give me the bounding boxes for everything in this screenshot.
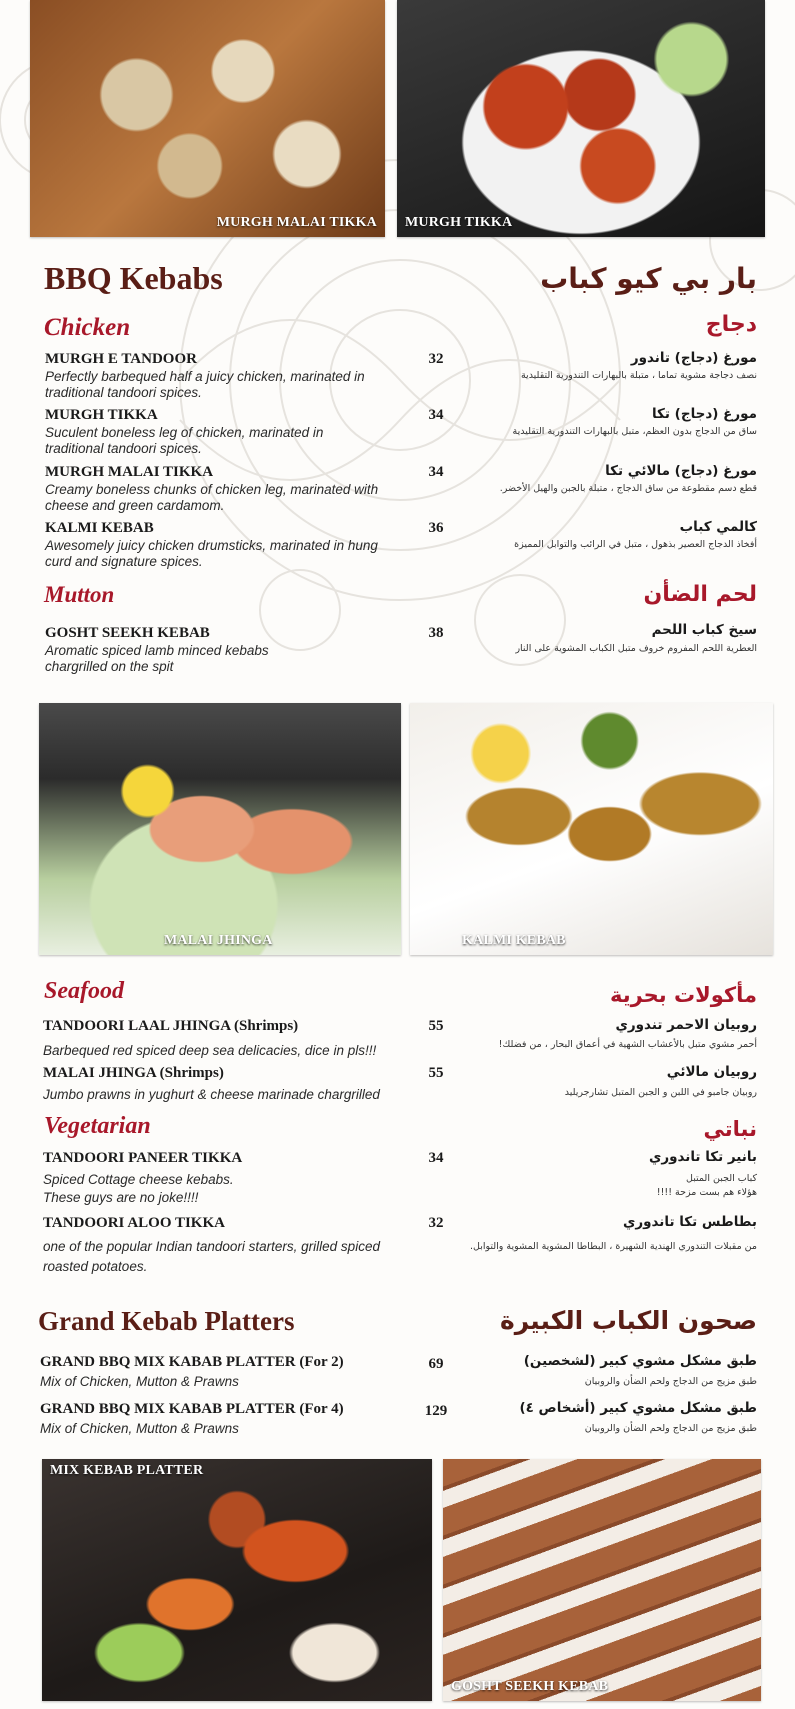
menu-item-desc: Aromatic spiced lamb minced kebabs chargrilled on the spit bbox=[45, 643, 269, 674]
menu-item-desc: Spiced Cottage cheese kebabs. bbox=[43, 1172, 234, 1187]
menu-item-price: 69 bbox=[428, 1356, 444, 1372]
menu-item-price: 55 bbox=[428, 1018, 444, 1034]
menu-item-desc: Mix of Chicken, Mutton & Prawns bbox=[40, 1421, 239, 1436]
menu-item-name: GOSHT SEEKH KEBAB bbox=[45, 625, 210, 641]
menu-item-price: 32 bbox=[428, 351, 444, 367]
menu-item-desc-ar: العطرية اللحم المفروم خروف متبل الكباب المشوية على النار bbox=[515, 643, 757, 654]
seafood-title: Seafood bbox=[44, 978, 124, 1004]
menu-item-desc-ar: طبق مزيج من الدجاج ولحم الضأن والروبيان bbox=[584, 1376, 757, 1387]
menu-item-price: 32 bbox=[428, 1215, 444, 1231]
photo-murgh-tikka bbox=[397, 0, 765, 237]
menu-item-name-ar: مورغ (دجاج) مالائي تكا bbox=[605, 463, 757, 479]
photo-caption: GOSHT SEEKH KEBAB bbox=[451, 1679, 609, 1694]
menu-item-desc-ar: طبق مزيج من الدجاج ولحم الضأن والروبيان bbox=[584, 1423, 757, 1434]
vegetarian-title-ar: نباتي bbox=[703, 1117, 757, 1141]
menu-item-price: 34 bbox=[428, 407, 444, 423]
bbq-kebabs-title: BBQ Kebabs bbox=[44, 260, 223, 296]
menu-item-desc: Creamy boneless chunks of chicken leg, marinated with cheese and green cardamom. bbox=[45, 482, 379, 513]
menu-item-name-ar: كالمي كباب bbox=[679, 519, 757, 535]
menu-item-name-ar: طبق مشكل مشوي كبير (لشخصين) bbox=[523, 1353, 757, 1369]
menu-item-name: MURGH TIKKA bbox=[45, 407, 158, 423]
bbq-kebabs-title-ar: بار بي كيو كباب bbox=[540, 262, 757, 295]
menu-item-desc-ar: من مقبلات التندوري الهندية الشهيرة ، البطاطا المشوية المشوية والتوابل. bbox=[469, 1241, 757, 1252]
photo-caption: MALAI JHINGA bbox=[164, 933, 273, 948]
photo-kalmi-kebab bbox=[410, 703, 773, 955]
menu-item-name: TANDOORI LAAL JHINGA (Shrimps) bbox=[43, 1018, 299, 1034]
chicken-title-ar: دجاج bbox=[705, 312, 757, 337]
photo-caption: KALMI KEBAB bbox=[462, 933, 566, 948]
menu-item-price: 38 bbox=[428, 625, 444, 641]
menu-item-name: TANDOORI ALOO TIKKA bbox=[43, 1215, 225, 1231]
menu-item-price: 34 bbox=[428, 464, 444, 480]
menu-item-name-ar: روبيان الاحمر تندوري bbox=[615, 1017, 757, 1033]
menu-item-name: GRAND BBQ MIX KABAB PLATTER (For 2) bbox=[40, 1354, 344, 1370]
menu-item-name: MURGH MALAI TIKKA bbox=[45, 464, 214, 480]
menu-item-price: 36 bbox=[428, 520, 444, 536]
menu-item-name: MALAI JHINGA (Shrimps) bbox=[43, 1065, 224, 1081]
mutton-title-ar: لحم الضأن bbox=[643, 582, 757, 607]
menu-item-desc-ar: قطع دسم مقطوعة من ساق الدجاج ، متبلة بالجبن والهيل الأخضر. bbox=[499, 483, 757, 494]
photo-caption: MURGH TIKKA bbox=[405, 215, 513, 230]
menu-item-desc-ar: أفخاذ الدجاج العصير بذهول ، متبل في الرائب والتوابل المميزة bbox=[514, 539, 757, 550]
menu-item-name: MURGH E TANDOOR bbox=[45, 351, 197, 367]
menu-item-desc: Barbequed red spiced deep sea delicacies, dice in pls!!! bbox=[43, 1043, 377, 1058]
platters-title: Grand Kebab Platters bbox=[38, 1306, 295, 1336]
platters-title-ar: صحون الكباب الكبيرة bbox=[499, 1306, 757, 1335]
menu-item-name-ar: مورغ (دجاج) تاندور bbox=[630, 350, 757, 366]
menu-item-name-ar: سيخ كباب اللحم bbox=[651, 622, 757, 638]
photo-murgh-malai-tikka bbox=[30, 0, 385, 237]
menu-item-desc: one of the popular Indian tandoori starters, grilled spiced roasted potatoes. bbox=[43, 1239, 380, 1274]
menu-item-desc-ar: كباب الجبن المتبل bbox=[686, 1173, 757, 1184]
menu-item-desc: Suculent boneless leg of chicken, marinated in traditional tandoori spices. bbox=[45, 425, 324, 456]
menu-item-desc-ar: ساق من الدجاج بدون العظم، متبل بالبهارات التندورية التقليدية bbox=[512, 426, 757, 437]
menu-item-desc: Awesomely juicy chicken drumsticks, marinated in hung curd and signature spices. bbox=[45, 538, 378, 569]
menu-item-desc: Jumbo prawns in yughurt & cheese marinade chargrilled bbox=[43, 1087, 380, 1102]
chicken-title: Chicken bbox=[44, 314, 131, 341]
vegetarian-title: Vegetarian bbox=[44, 1113, 151, 1139]
menu-item-name: GRAND BBQ MIX KABAB PLATTER (For 4) bbox=[40, 1401, 344, 1417]
menu-item-desc-ar: أحمر مشوي متبل بالأعشاب الشهية في أعماق البحار ، من فضلك! bbox=[498, 1039, 757, 1050]
menu-item-price: 55 bbox=[428, 1065, 444, 1081]
menu-item-desc: Mix of Chicken, Mutton & Prawns bbox=[40, 1374, 239, 1389]
menu-item-name-ar: مورغ (دجاج) تكا bbox=[651, 406, 757, 422]
seafood-title-ar: مأكولات بحرية bbox=[609, 983, 757, 1007]
photo-mix-kebab-platter bbox=[42, 1459, 432, 1701]
menu-item-name-ar: روبيان مالائي bbox=[666, 1064, 757, 1080]
mutton-title: Mutton bbox=[44, 582, 115, 607]
menu-item-price: 129 bbox=[424, 1403, 448, 1419]
photo-caption: MURGH MALAI TIKKA bbox=[216, 215, 377, 230]
menu-item-name: KALMI KEBAB bbox=[45, 520, 154, 536]
photo-caption: MIX KEBAB PLATTER bbox=[50, 1463, 204, 1478]
menu-item-name-ar: بطاطس تكا تاندوري bbox=[622, 1214, 757, 1230]
photo-gosht-seekh-kebab bbox=[443, 1459, 761, 1701]
menu-item-desc: Perfectly barbequed half a juicy chicken, marinated in traditional tandoori spices. bbox=[45, 369, 365, 400]
menu-item-desc: These guys are no joke!!!! bbox=[43, 1190, 199, 1205]
menu-item-name: TANDOORI PANEER TIKKA bbox=[43, 1150, 243, 1166]
menu-item-desc-ar: روبيان جامبو في اللبن و الجبن المتبل تشارجريليد bbox=[564, 1087, 757, 1098]
menu-item-desc-ar: نصف دجاجة مشوية تماما ، متبلة بالبهارات التندورية التقليدية bbox=[520, 370, 757, 381]
menu-item-name-ar: طبق مشكل مشوي كبير (أشخاص ٤) bbox=[519, 1400, 757, 1416]
photo-malai-jhinga bbox=[39, 703, 401, 955]
menu-item-price: 34 bbox=[428, 1150, 444, 1166]
menu-item-name-ar: بانير تكا تاندوري bbox=[648, 1149, 757, 1165]
menu-item-desc-ar: هؤلاء هم بست مزحة !!!! bbox=[656, 1187, 757, 1198]
